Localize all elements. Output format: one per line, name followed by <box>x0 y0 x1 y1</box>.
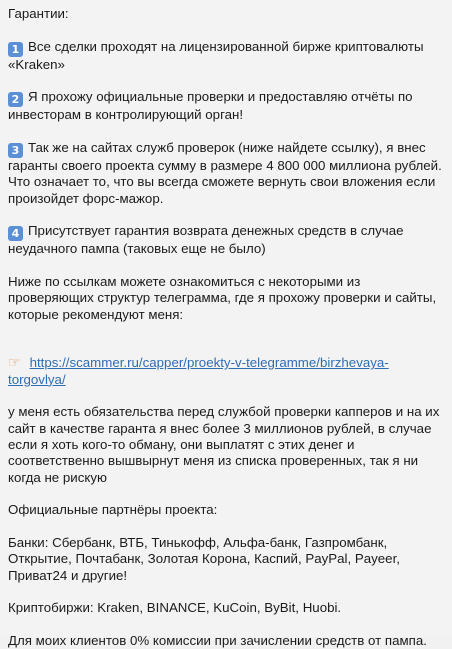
guarantee-text: Присутствует гарантия возврата денежных средств в случае неудачного пампа (таковых еще не было) <box>8 223 404 257</box>
guarantee-item <box>8 39 442 73</box>
guarantee-item <box>8 89 442 123</box>
guarantee-text: Так же на сайтах служб проверок (ниже найдете ссылку), я внес гаранты своего проекта сумму в размере 4 800 000 миллиона рублей. Что означает то, что вы всегда сможете вернуть свои вложения если произойдет форс-мажор. <box>8 139 442 206</box>
links-intro: Ниже по ссылкам можете ознакомиться с некоторыми из проверяющих структур телеграмма, где я прохожу проверки и сайты, которые рекомендуют меня: <box>8 273 437 322</box>
spacer <box>8 339 442 355</box>
keycap-two-icon: 2 <box>8 92 23 107</box>
link-line <box>8 355 442 388</box>
keycap-four-icon: 4 <box>8 226 23 241</box>
guarantee-item <box>8 223 442 257</box>
pointing-hand-icon: ☞ <box>8 355 21 372</box>
banks-list: Банки: Сбербанк, ВТБ, Тинькофф, Альфа-банк, Газпромбанк, Открытие, Почтабанк, Золотая Корона, Каспий, PayPal, Payeer, Приват24 и другие! <box>8 535 400 583</box>
guarantees-heading: Гарантии: <box>8 6 69 21</box>
keycap-one-icon: 1 <box>8 42 23 57</box>
partners-heading: Официальные партнёры проекта: <box>8 502 218 518</box>
guarantee-item <box>8 140 442 207</box>
exchanges-list: Криптобиржи: Kraken, BINANCE, KuCoin, ByBit, Huobi. <box>8 600 342 616</box>
commission-text: Для моих клиентов 0% комиссии при зачислении средств от пампа. <box>8 633 427 648</box>
keycap-three-icon: 3 <box>8 143 23 158</box>
obligations-text: у меня есть обязательства перед службой проверки капперов и на их сайт в качестве гаранта я внес более 3 миллионов рублей, в случае если я хоть кого-то обману, они выплатят с этих денег и соответственно вышвырнут меня из списка проверенных, так я ни когда не рискую <box>8 404 440 485</box>
scammer-link[interactable]: https://scammer.ru/capper/proekty-v-telegramme/birzhevaya-torgovlya/ <box>8 355 389 387</box>
guarantee-text: Я прохожу официальные проверки и предоставляю отчёты по инвесторам в контролирующий орган! <box>8 89 413 123</box>
guarantee-text: Все сделки проходят на лицензированной бирже криптовалюты «Kraken» <box>8 38 424 72</box>
